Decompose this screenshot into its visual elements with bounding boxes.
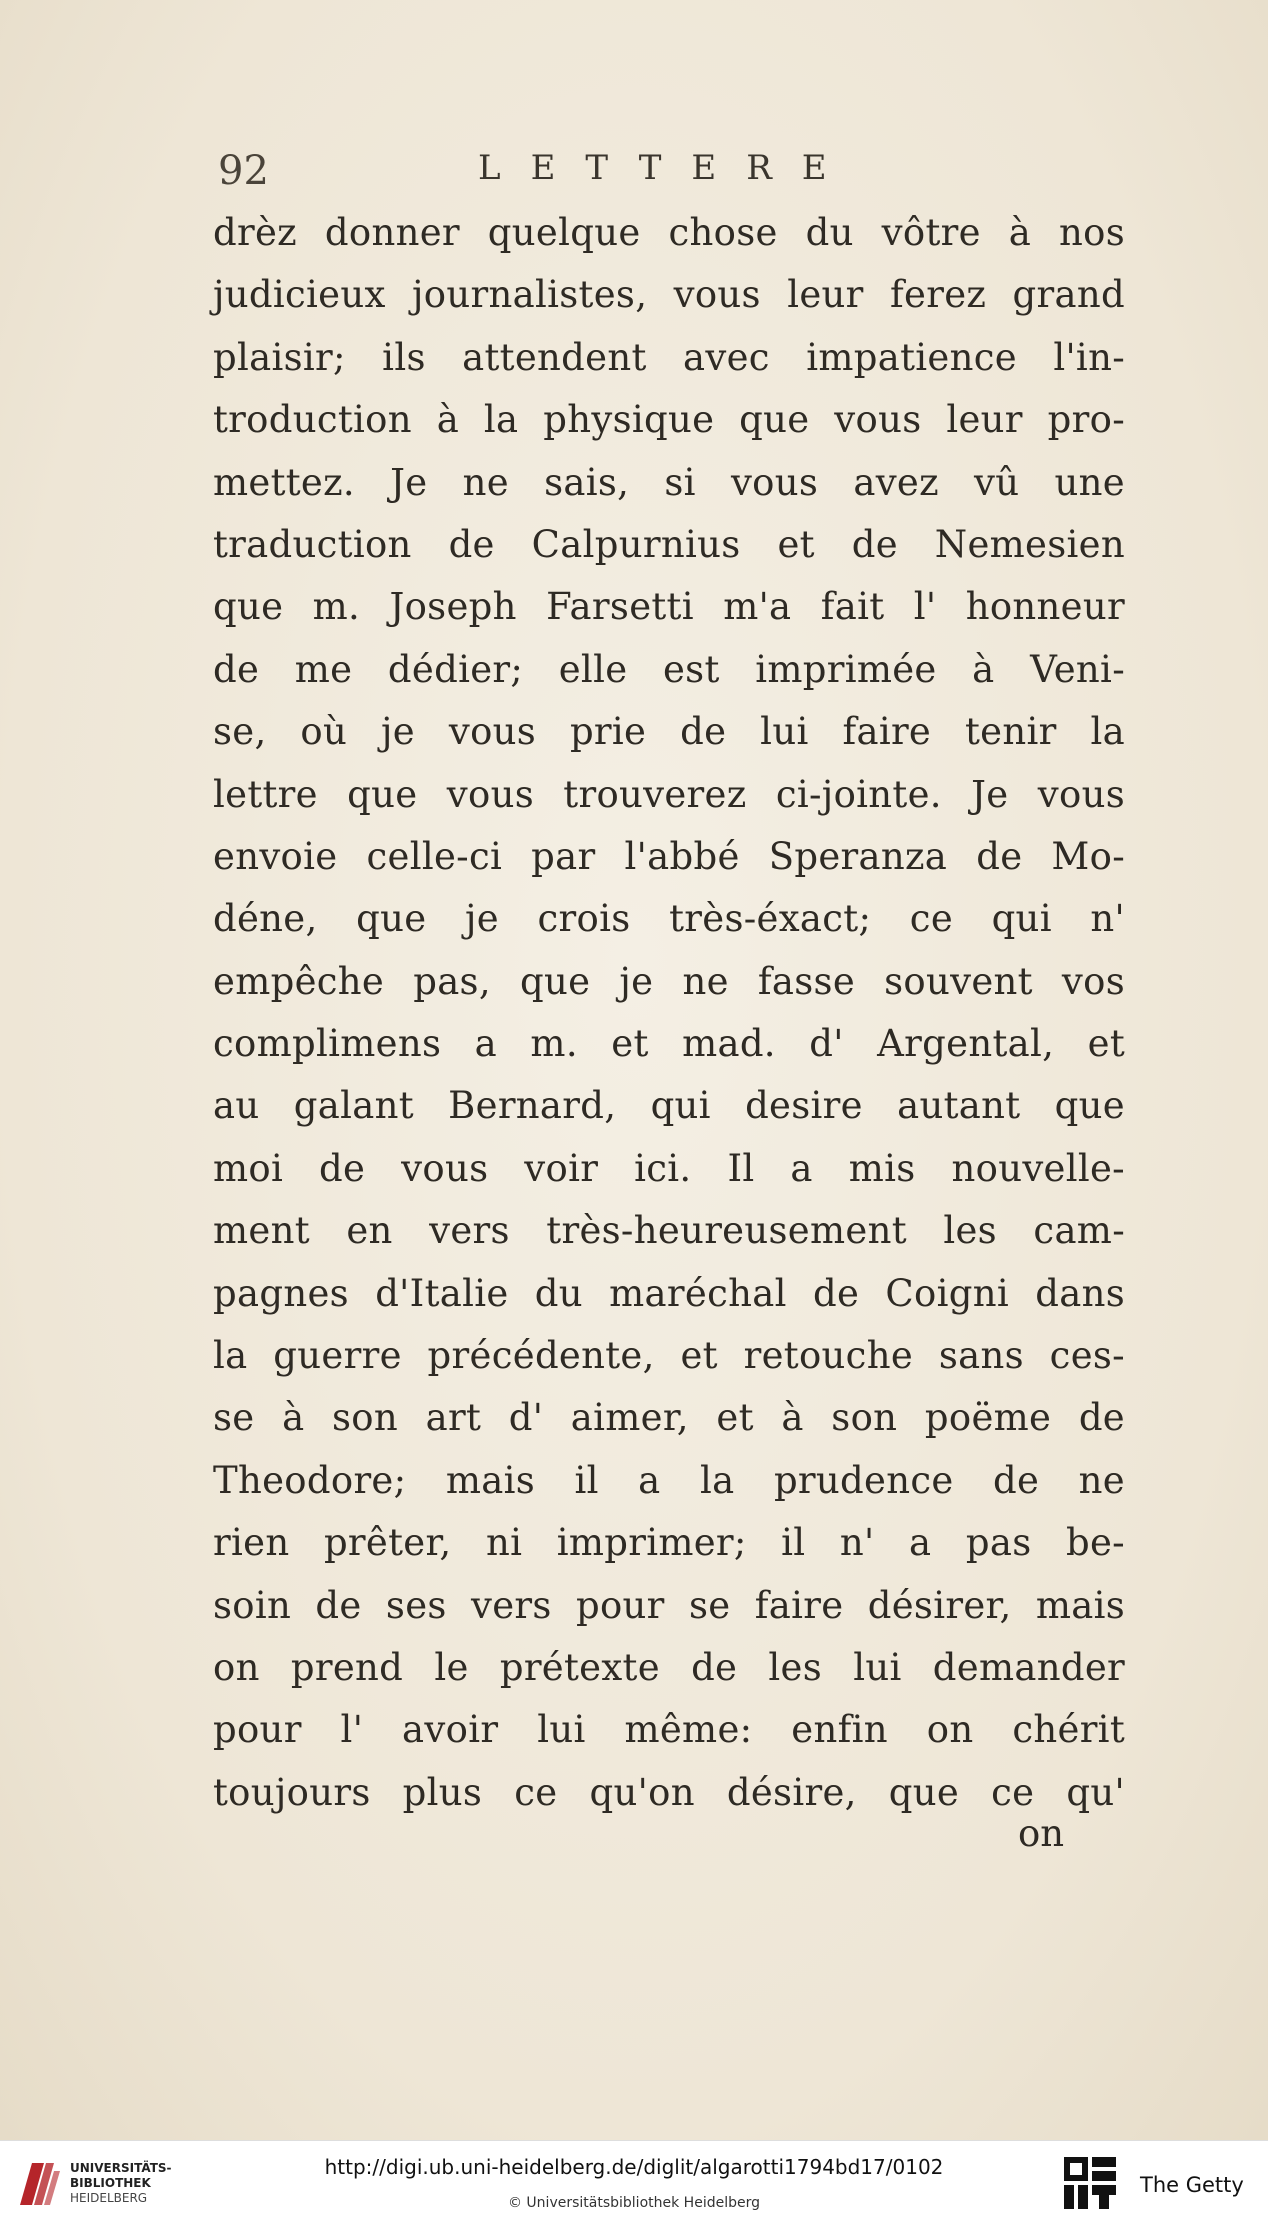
text-line: lettre que vous trouverez ci-jointe. Je vous [213, 772, 1125, 816]
text-line: Theodore; mais il a la prudence de ne [213, 1458, 1125, 1502]
viewer-footer [0, 2140, 1268, 2227]
partner-name: The Getty [1140, 2173, 1244, 2197]
text-line: déne, que je crois très-éxact; ce qui n' [213, 897, 1125, 941]
text-line: empêche pas, que je ne fasse souvent vos [213, 959, 1125, 1003]
text-line: on prend le prétexte de les lui demander [213, 1645, 1125, 1689]
text-line: rien prêter, ni imprimer; il n' a pas be- [213, 1521, 1125, 1565]
text-line: complimens a m. et mad. d' Argental, et [213, 1022, 1125, 1066]
text-line: pagnes d'Italie du maréchal de Coigni dans [213, 1271, 1125, 1315]
text-line: la guerre précédente, et retouche sans ces- [213, 1334, 1125, 1378]
text-line: envoie celle-ci par l'abbé Speranza de Mo- [213, 834, 1125, 878]
text-line: se, où je vous prie de lui faire tenir la [213, 710, 1125, 754]
text-line: moi de vous voir ici. Il a mis nouvelle- [213, 1146, 1125, 1190]
running-head [218, 148, 1118, 198]
institution-name: UNIVERSITÄTS- BIBLIOTHEK HEIDELBERG [70, 2161, 172, 2205]
text-line: soin de ses vers pour se faire désirer, mais [213, 1583, 1125, 1627]
text-line: ment en vers très-heureusement les cam- [213, 1209, 1125, 1253]
text-line: pour l' avoir lui même: enfin on chérit [213, 1708, 1125, 1752]
text-line: mettez. Je ne sais, si vous avez vû une [213, 460, 1125, 504]
text-line: traduction de Calpurnius et de Nemesien [213, 522, 1125, 566]
catchword: on [1018, 1812, 1065, 1855]
copyright-notice: © Universitätsbibliothek Heidelberg [507, 2195, 760, 2211]
text-line: que m. Joseph Farsetti m'a fait l' honneur [213, 585, 1125, 629]
text-line: plaisir; ils attendent avec impatience l'in- [213, 335, 1125, 379]
text-line: toujours plus ce qu'on désire, que ce qu' [213, 1770, 1125, 1814]
body-text [213, 202, 1125, 1824]
text-line: se à son art d' aimer, et à son poëme de [213, 1396, 1125, 1440]
running-title: LETTERE [478, 148, 857, 188]
text-line: au galant Bernard, qui desire autant que [213, 1084, 1125, 1128]
text-line: de me dédier; elle est imprimée à Veni- [213, 647, 1125, 691]
page-number: 92 [218, 148, 269, 194]
text-line: drèz donner quelque chose du vôtre à nos [213, 211, 1125, 254]
getty-logo-icon [1062, 2155, 1120, 2213]
text-line: troduction à la physique que vous leur pro- [213, 398, 1125, 442]
permalink-url[interactable]: http://digi.ub.uni-heidelberg.de/diglit/algarotti1794bd17/0102 [324, 2155, 944, 2179]
text-line: judicieux journalistes, vous leur ferez grand [213, 273, 1125, 317]
